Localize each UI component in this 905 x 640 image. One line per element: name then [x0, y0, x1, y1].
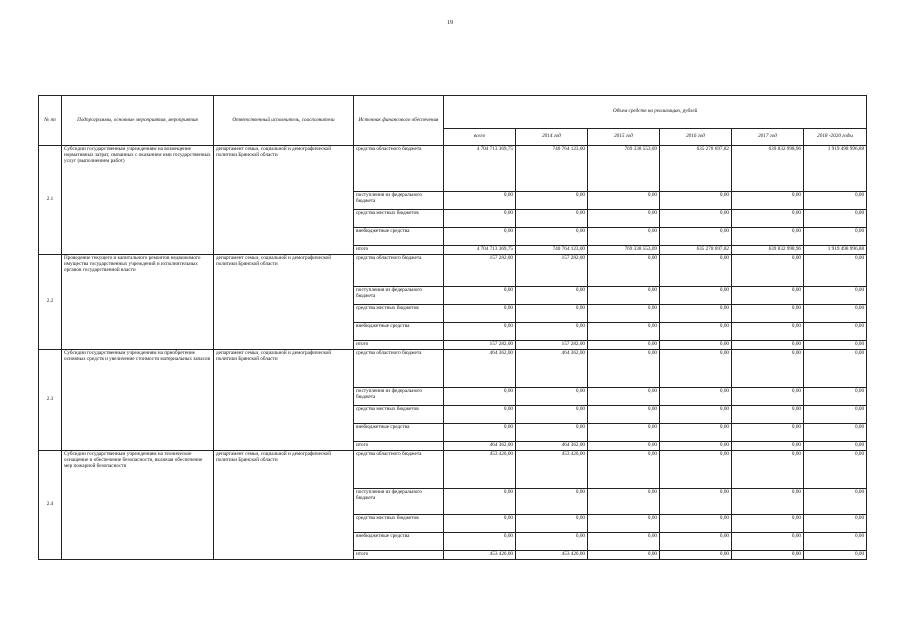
- row-value: 0,00: [588, 550, 660, 559]
- row-value: 0,00: [588, 423, 660, 441]
- row-value: 0,00: [444, 286, 516, 304]
- row-value: 0,00: [804, 450, 867, 488]
- row-value: 740 764 123,00: [516, 146, 588, 192]
- row-value: 0,00: [804, 254, 867, 286]
- row-value: 0,00: [444, 322, 516, 340]
- row-value: 0,00: [732, 340, 804, 349]
- row-source: поступления из федерального бюджета: [354, 286, 444, 304]
- row-value: 0,00: [732, 322, 804, 340]
- row-value: 0,00: [732, 532, 804, 550]
- row-source: итого: [354, 550, 444, 559]
- row-value: 0,00: [444, 228, 516, 246]
- row-value: 0,00: [660, 228, 732, 246]
- row-program: Субсидии государственным учреждениям на техническое оснащение и обеспечение безопасности, включая обеспечение мер пожарной безопасности: [62, 450, 214, 559]
- row-code: 2.3: [39, 349, 62, 450]
- row-value: 0,00: [732, 405, 804, 423]
- row-value: 0,00: [804, 228, 867, 246]
- row-value: 453 426,00: [444, 550, 516, 559]
- row-value: 0,00: [660, 210, 732, 228]
- row-value: 0,00: [660, 423, 732, 441]
- row-value: 0,00: [732, 210, 804, 228]
- row-source: внебюджетные средства: [354, 423, 444, 441]
- row-value: 0,00: [588, 387, 660, 405]
- row-value: 0,00: [732, 304, 804, 322]
- row-value: 0,00: [804, 514, 867, 532]
- row-value: 0,00: [660, 387, 732, 405]
- row-value: 0,00: [588, 304, 660, 322]
- row-source: поступления из федерального бюджета: [354, 387, 444, 405]
- row-value: 0,00: [804, 488, 867, 514]
- row-value: 0,00: [804, 441, 867, 450]
- row-value: 464 362,00: [444, 349, 516, 387]
- table-row: [39, 450, 867, 488]
- row-value: 0,00: [732, 450, 804, 488]
- row-value: 0,00: [588, 192, 660, 210]
- row-value: 639 832 998,96: [732, 246, 804, 255]
- row-value: 157 282,00: [516, 254, 588, 286]
- row-value: 0,00: [660, 405, 732, 423]
- row-value: 464 362,00: [444, 441, 516, 450]
- row-value: 157 282,00: [516, 340, 588, 349]
- row-value: 0,00: [732, 254, 804, 286]
- row-program: Субсидии государственным учреждениям на приобретение основных средств и увеличение стоимости материальных запасов: [62, 349, 214, 450]
- row-source: итого: [354, 246, 444, 255]
- row-value: 0,00: [660, 532, 732, 550]
- row-value: 157 282,00: [444, 254, 516, 286]
- row-value: 635 278 697,82: [660, 246, 732, 255]
- row-source: внебюджетные средства: [354, 228, 444, 246]
- row-source: поступления из федерального бюджета: [354, 192, 444, 210]
- row-value: 0,00: [444, 405, 516, 423]
- row-value: 0,00: [516, 192, 588, 210]
- row-value: 0,00: [804, 304, 867, 322]
- row-value: 0,00: [444, 387, 516, 405]
- table-header: [39, 96, 867, 146]
- row-value: 0,00: [804, 423, 867, 441]
- row-value: 1 919 498 996,88: [804, 246, 867, 255]
- row-value: 0,00: [660, 514, 732, 532]
- table-body: [39, 146, 867, 560]
- header-year: 2018 -2020 годы: [804, 129, 867, 146]
- row-source: средства областного бюджета: [354, 146, 444, 192]
- row-value: 0,00: [588, 450, 660, 488]
- row-value: 0,00: [444, 192, 516, 210]
- row-value: 0,00: [516, 405, 588, 423]
- row-value: 0,00: [444, 423, 516, 441]
- row-value: 0,00: [516, 514, 588, 532]
- row-value: 0,00: [660, 349, 732, 387]
- row-value: 0,00: [732, 286, 804, 304]
- row-source: средства местных бюджетов: [354, 304, 444, 322]
- row-value: 0,00: [588, 286, 660, 304]
- row-value: 0,00: [516, 488, 588, 514]
- row-value: 0,00: [804, 210, 867, 228]
- header-year: 2017 год: [732, 129, 804, 146]
- funding-table: [38, 95, 867, 560]
- table-row: [39, 146, 867, 192]
- table-row: [39, 349, 867, 387]
- row-value: 0,00: [588, 441, 660, 450]
- row-value: 157 282,00: [444, 340, 516, 349]
- row-value: 0,00: [516, 286, 588, 304]
- row-value: 0,00: [660, 192, 732, 210]
- row-source: итого: [354, 441, 444, 450]
- row-value: 639 832 998,96: [732, 146, 804, 192]
- header-source: Источник финансового обеспечения: [354, 96, 444, 146]
- row-code: 2.2: [39, 254, 62, 349]
- row-value: 464 362,00: [516, 349, 588, 387]
- row-value: 0,00: [804, 349, 867, 387]
- row-value: 0,00: [516, 423, 588, 441]
- row-value: 4 704 713 369,75: [444, 146, 516, 192]
- row-value: 0,00: [444, 488, 516, 514]
- row-source: внебюджетные средства: [354, 532, 444, 550]
- row-value: 0,00: [804, 192, 867, 210]
- row-source: средства местных бюджетов: [354, 514, 444, 532]
- row-value: 0,00: [588, 349, 660, 387]
- row-value: 4 704 713 369,75: [444, 246, 516, 255]
- row-value: 0,00: [516, 228, 588, 246]
- row-value: 0,00: [732, 192, 804, 210]
- row-source: внебюджетные средства: [354, 322, 444, 340]
- row-value: 0,00: [444, 514, 516, 532]
- row-value: 0,00: [804, 322, 867, 340]
- row-value: 1 919 498 996,88: [804, 146, 867, 192]
- row-value: 0,00: [804, 387, 867, 405]
- row-value: 0,00: [588, 228, 660, 246]
- row-value: 0,00: [660, 304, 732, 322]
- row-value: 635 278 697,82: [660, 146, 732, 192]
- row-executor: департамент семьи, социальной и демографической политики Брянской области: [214, 450, 354, 559]
- row-value: 453 426,00: [444, 450, 516, 488]
- row-value: 0,00: [660, 322, 732, 340]
- row-value: 0,00: [660, 254, 732, 286]
- row-executor: департамент семьи, социальной и демографической политики Брянской области: [214, 254, 354, 349]
- row-source: средства местных бюджетов: [354, 210, 444, 228]
- row-value: 453 426,00: [516, 550, 588, 559]
- row-value: 0,00: [444, 210, 516, 228]
- row-value: 0,00: [516, 322, 588, 340]
- row-value: 0,00: [444, 304, 516, 322]
- row-value: 0,00: [732, 228, 804, 246]
- row-value: 0,00: [444, 532, 516, 550]
- row-code: 2.1: [39, 146, 62, 255]
- header-executor: Ответственный исполнитель, соисполнители: [214, 96, 354, 146]
- row-value: 0,00: [732, 550, 804, 559]
- row-value: 0,00: [516, 210, 588, 228]
- row-source: средства областного бюджета: [354, 450, 444, 488]
- row-value: 0,00: [732, 441, 804, 450]
- row-value: 0,00: [588, 405, 660, 423]
- row-program: Проведение текущего и капитального ремонтов недвижимого имущества государственных учреждений и исполнительных органов государственной власти: [62, 254, 214, 349]
- header-year: 2015 год: [588, 129, 660, 146]
- row-value: 0,00: [804, 405, 867, 423]
- row-executor: департамент семьи, социальной и демографической политики Брянской области: [214, 146, 354, 255]
- row-value: 453 426,00: [516, 450, 588, 488]
- row-source: средства областного бюджета: [354, 349, 444, 387]
- header-volume: Объем средств на реализацию, рублей: [444, 96, 867, 129]
- row-value: 769 338 553,09: [588, 146, 660, 192]
- header-year: всего: [444, 129, 516, 146]
- row-value: 0,00: [660, 450, 732, 488]
- row-executor: департамент семьи, социальной и демографической политики Брянской области: [214, 349, 354, 450]
- header-year: 2014 год: [516, 129, 588, 146]
- row-value: 464 362,00: [516, 441, 588, 450]
- row-value: 0,00: [588, 210, 660, 228]
- row-value: 0,00: [516, 304, 588, 322]
- header-num: № пп: [39, 96, 62, 146]
- table-row: [39, 254, 867, 286]
- row-value: 0,00: [732, 423, 804, 441]
- row-value: 0,00: [588, 322, 660, 340]
- header-year: 2016 год: [660, 129, 732, 146]
- row-code: 2.4: [39, 450, 62, 559]
- row-value: 0,00: [516, 387, 588, 405]
- row-value: 0,00: [804, 550, 867, 559]
- row-value: 0,00: [660, 286, 732, 304]
- row-value: 0,00: [732, 349, 804, 387]
- row-source: средства областного бюджета: [354, 254, 444, 286]
- row-value: 740 764 123,00: [516, 246, 588, 255]
- row-value: 0,00: [588, 340, 660, 349]
- row-value: 0,00: [804, 286, 867, 304]
- row-value: 0,00: [588, 488, 660, 514]
- page-number: 19: [447, 20, 453, 26]
- row-value: 0,00: [804, 340, 867, 349]
- row-value: 0,00: [660, 488, 732, 514]
- row-value: 0,00: [588, 532, 660, 550]
- header-program: Подпрограммы, основные мероприятия, мероприятия: [62, 96, 214, 146]
- row-source: средства местных бюджетов: [354, 405, 444, 423]
- row-program: Субсидии государственным учреждениям на возмещение нормативных затрат, связанных с оказанием ими государственных услуг (выполнением работ): [62, 146, 214, 255]
- row-value: 0,00: [732, 514, 804, 532]
- row-source: поступления из федерального бюджета: [354, 488, 444, 514]
- row-value: 0,00: [732, 488, 804, 514]
- row-value: 0,00: [660, 441, 732, 450]
- row-value: 0,00: [588, 254, 660, 286]
- row-value: 0,00: [516, 532, 588, 550]
- row-value: 0,00: [660, 340, 732, 349]
- row-value: 0,00: [660, 550, 732, 559]
- row-value: 0,00: [732, 387, 804, 405]
- row-value: 0,00: [804, 532, 867, 550]
- row-value: 769 338 553,09: [588, 246, 660, 255]
- row-value: 0,00: [588, 514, 660, 532]
- row-source: итого: [354, 340, 444, 349]
